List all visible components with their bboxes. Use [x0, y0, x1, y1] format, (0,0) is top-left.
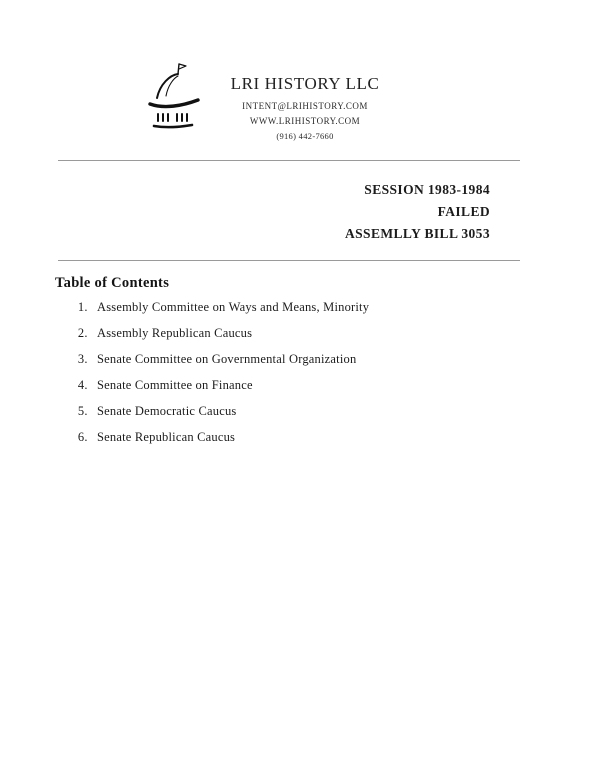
- divider-middle: [58, 260, 520, 261]
- email-text: INTENT@LRIHISTORY.COM: [242, 101, 368, 111]
- toc-item: 6. Senate Republican Caucus: [91, 430, 369, 445]
- toc-item: 2. Assembly Republican Caucus: [91, 326, 369, 341]
- company-name: LRI HISTORY LLC: [230, 74, 380, 93]
- session-line: SESSION 1983-1984: [364, 182, 490, 197]
- phone-text: (916) 442-7660: [276, 131, 334, 141]
- website-text: WWW.LRIHISTORY.COM: [249, 116, 361, 126]
- toc-item: 5. Senate Democratic Caucus: [91, 404, 369, 419]
- toc-list: [55, 300, 369, 456]
- letterhead: [185, 74, 425, 146]
- toc-item: 1. Assembly Committee on Ways and Means, Minority: [91, 300, 369, 315]
- toc-title: Table of Contents: [55, 275, 170, 291]
- bill-info: [345, 179, 490, 245]
- bill-number-line: ASSEMLLY BILL 3053: [344, 226, 490, 241]
- toc-item: 3. Senate Committee on Governmental Organization: [91, 352, 369, 367]
- divider-top: [58, 160, 520, 161]
- toc-item: 4. Senate Committee on Finance: [91, 378, 369, 393]
- status-line: FAILED: [437, 204, 490, 219]
